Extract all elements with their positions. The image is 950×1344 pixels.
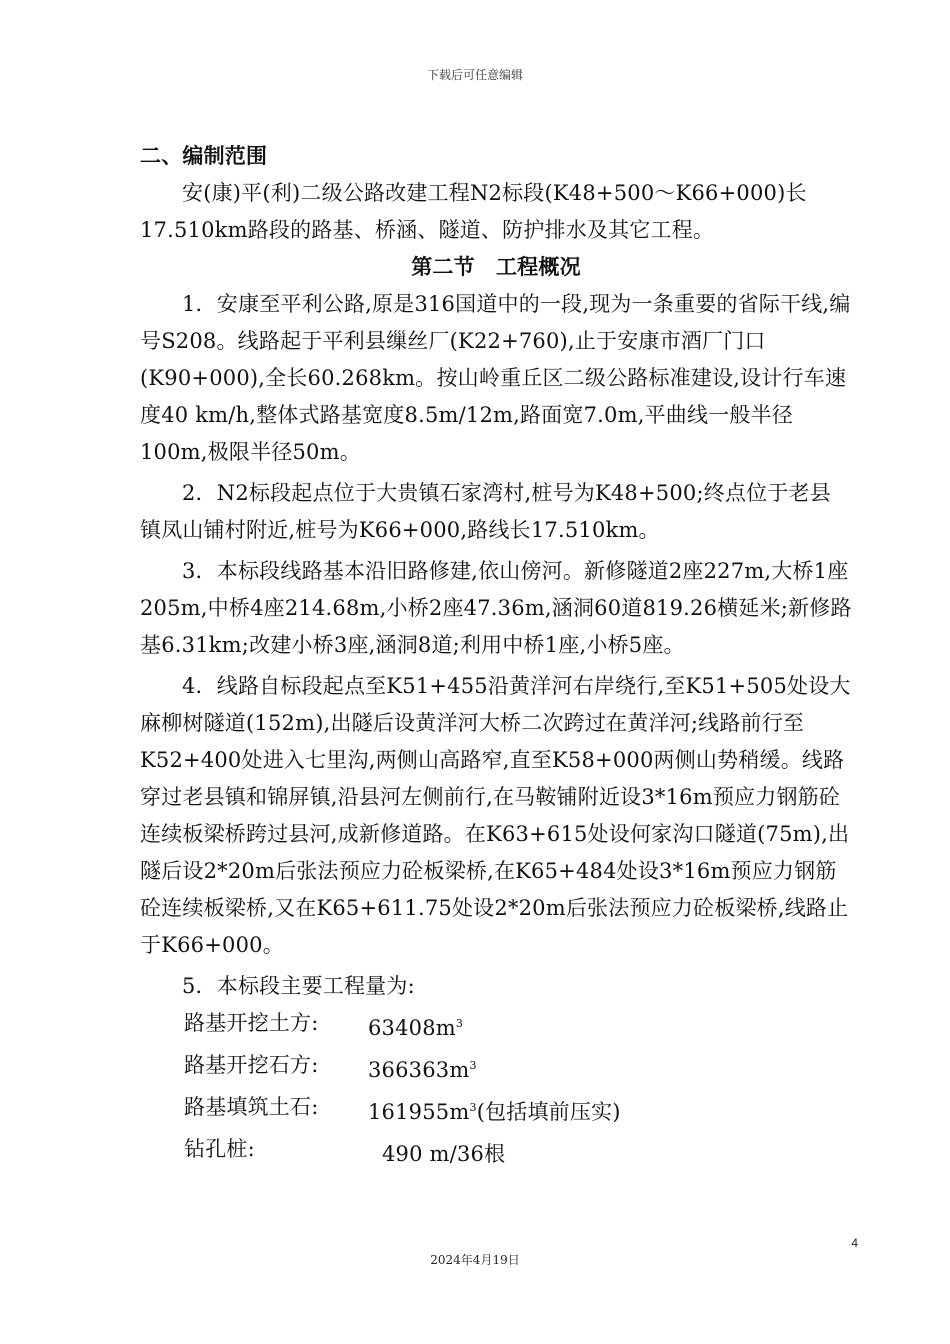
quantity-value: $63408m^3$ (368, 1016, 464, 1040)
quantity-value: $366363m^3$ (368, 1058, 477, 1082)
page-header: 下载后可任意编辑 (426, 68, 523, 82)
quantity-row (140, 1089, 852, 1131)
item-text: 本标段线路基本沿旧路修建,依山傍河。新修隧道2座227m,大桥1座205m,中桥4座214.68m,小桥2座47.36m,涵洞60道819.26横延米;新修路基6.31km;改建小桥3座,涵洞8道;利用中桥1座,小桥5座。 (140, 559, 852, 657)
quantity-label: 路基开挖石方: (184, 1053, 319, 1077)
quantity-label: 路基开挖土方: (184, 1011, 319, 1035)
item-text: 线路自标段起点至K51+455沿黄洋河右岸绕行,至K51+505处设大麻柳树隧道(152m),出隧后设黄洋河大桥二次跨过在黄洋河;线路前行至K52+400处进入七里沟,两侧山高路窄,直至K58+000两侧山势稍缓。线路穿过老县镇和锦屏镇,沿县河左侧前行,在马鞍铺附近设3*16m预应力钢筋砼连续板梁桥跨过县河,成新修道路。在K63+615处设何家沟口隧道(75m),出隧后设2*20m后张法预应力砼板梁桥,在K65+484处设3*16m预应力钢筋砼连续板梁桥,又在K65+611.75处设2*20m后张法预应力砼板梁桥,线路止于K66+000。 (140, 674, 851, 957)
item-number: 1． (182, 292, 217, 316)
quantity-row (140, 1005, 852, 1047)
page-number: 4 (851, 1236, 858, 1250)
list-item (140, 668, 852, 964)
item-number: 5． (182, 974, 217, 998)
list-item (140, 286, 852, 471)
quantity-row (140, 1047, 852, 1089)
chapter-title: 第二节 工程概况 (411, 255, 581, 279)
item-number: 3． (182, 559, 217, 583)
quantity-value: $161955m^3$(包括填前压实) (368, 1100, 621, 1124)
section-heading: 二、编制范围 (140, 144, 268, 168)
quantity-value: 490 m/36根 (382, 1142, 506, 1166)
quantity-label: 路基填筑土石: (184, 1095, 319, 1119)
scope-paragraph: 安(康)平(利)二级公路改建工程N2标段(K48+500～K66+000)长17.510km路段的路基、桥涵、隧道、防护排水及其它工程。 (140, 181, 807, 242)
list-item (140, 968, 852, 1005)
quantity-row (140, 1131, 852, 1173)
page-footer-date: 2024年4月19日 (430, 1253, 520, 1267)
item-text: 安康至平利公路,原是316国道中的一段,现为一条重要的省际干线,编号S208。线路起于平利县缫丝厂(K22+760),止于安康市酒厂门口(K90+000),全长60.268km。按山岭重丘区二级公路标准建设,设计行车速度40 km/h,整体式路基宽度8.5m/12m,路面宽7.0m,平曲线一般半径100m,极限半径50m。 (140, 292, 851, 464)
item-text: N2标段起点位于大贵镇石家湾村,桩号为K48+500;终点位于老县镇凤山铺村附近,桩号为K66+000,路线长17.510km。 (140, 481, 831, 542)
item-text: 本标段主要工程量为: (216, 974, 415, 998)
list-item (140, 475, 852, 549)
item-number: 2． (182, 481, 217, 505)
list-item (140, 553, 852, 664)
document-body (140, 138, 852, 1173)
quantity-label: 钻孔桩: (184, 1137, 255, 1161)
item-number: 4． (182, 674, 217, 698)
